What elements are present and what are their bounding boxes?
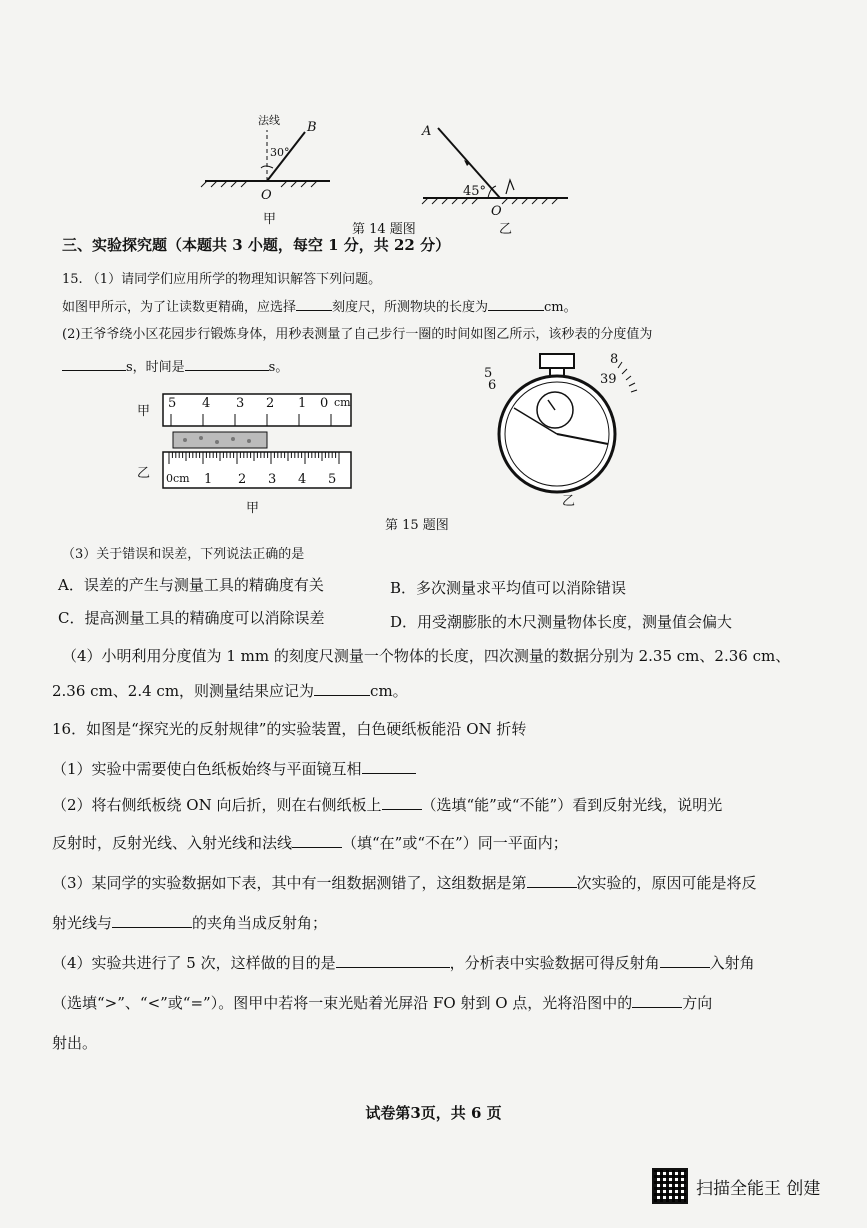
q15-line2-text-a: 如图甲所示，为了让读数更精确，应选择 (62, 300, 297, 315)
q16-part2-text-d: （填“在”或“不在”）同一平面内； (342, 834, 568, 852)
scanner-watermark-text: 扫描全能王 创建 (696, 1178, 821, 1199)
ruler-top-number: 3 (236, 396, 245, 411)
ruler-bottom-number: 3 (268, 472, 277, 487)
qr-code-icon (652, 1168, 688, 1204)
q15-line2 (62, 296, 577, 315)
q16-part3-blank-1[interactable] (527, 873, 577, 888)
ruler-top-unit: cm (334, 396, 351, 409)
q16-part4-line2 (52, 992, 712, 1013)
q16-part1-text: （1）实验中需要使白色纸板始终与平面镜互相 (52, 760, 362, 778)
fig14-yi-point-o: O (491, 204, 502, 219)
q15-part4-text-a: 2.36 cm、2.4 cm，则测量结果应记为 (52, 682, 315, 700)
q15-length-blank[interactable] (488, 296, 544, 311)
q16-part4-text-c: 入射角 (709, 954, 755, 972)
q16-part3-line1 (52, 872, 757, 893)
q16-part3-text-d: 的夹角当成反射角； (192, 914, 328, 932)
q16-part1 (52, 758, 416, 779)
ruler-bottom-unit: 0cm (166, 472, 190, 485)
page-footer: 试卷第3页，共 6 页 (365, 1104, 502, 1122)
q16-part2-text-a: （2）将右侧纸板绕 ON 向后折，则在右侧纸板上 (52, 796, 382, 814)
watch-scale-number: 8 (610, 352, 619, 367)
q15-line1: 15. （1）请同学们应用所学的物理知识解答下列问题。 (62, 272, 382, 287)
watch-scale-number: 5 (484, 366, 493, 381)
figure-15-caption: 第 15 题图 (385, 518, 449, 533)
q16-part4-text-b: ，分析表中实验数据可得反射角 (449, 954, 660, 972)
ruler-top-number: 0 (320, 396, 329, 411)
q15-option-a[interactable]: A．误差的产生与测量工具的精确度有关 (58, 576, 324, 594)
q15-part4-line1: （4）小明利用分度值为 1 mm 的刻度尺测量一个物体的长度，四次测量的数据分别为 2.35 cm、2.36 cm、 (62, 647, 791, 665)
ruler-top-number: 1 (298, 396, 307, 411)
ruler-bottom-number: 4 (298, 472, 307, 487)
q16-part4-line3: 射出。 (52, 1034, 98, 1052)
q15-part4-line2 (52, 680, 408, 701)
fig14-yi-angle: 45° (463, 184, 487, 199)
q16-part2-text-b: （选填“能”或“不能”）看到反射光线，说明光 (421, 796, 723, 814)
watch-scale-number: 6 (488, 378, 497, 393)
q15-part3: （3）关于错误和误差，下列说法正确的是 (62, 547, 305, 562)
q16-part4-blank-3[interactable] (632, 993, 682, 1008)
q16-part4-text-d: （选填“>”、“<”或“=”）。图甲中若将一束光贴着光屏沿 FO 射到 O 点，光将沿图中的 (52, 994, 633, 1012)
q16-part3-text-c: 射光线与 (52, 914, 113, 932)
fig14-jia-angle: 30° (270, 146, 290, 159)
q16-part2-text-c: 反射时，反射光线、入射光线和法线 (52, 834, 293, 852)
q15-part4-text-b: cm。 (370, 682, 408, 700)
q16-part2-line2 (52, 832, 568, 853)
q15-line2-text-b: 刻度尺，所测物块的长度为 (332, 300, 489, 315)
q16-part3-text-b: 次实验的，原因可能是将反 (576, 874, 757, 892)
q15-option-c[interactable]: C．提高测量工具的精确度可以消除误差 (58, 609, 325, 627)
scanner-watermark (652, 1168, 820, 1204)
fig14-jia-point-b: B (307, 120, 317, 135)
q16-part3-blank-2[interactable] (112, 913, 192, 928)
watch-scale-number: 39 (600, 372, 617, 387)
ruler-top-number: 2 (266, 396, 275, 411)
ruler-figure-caption: 甲 (246, 501, 260, 516)
fig14-jia-point-o: O (261, 188, 272, 203)
q16-part1-blank[interactable] (362, 759, 416, 774)
q16-part4-text-a: （4）实验共进行了 5 次，这样做的目的是 (52, 954, 336, 972)
ruler-top-number: 4 (202, 396, 211, 411)
q15-line4-text-a: s，时间是 (126, 360, 185, 375)
q16-part2-line1 (52, 794, 722, 815)
q15-division-blank[interactable] (62, 356, 126, 371)
q16-part3-line2 (52, 912, 327, 933)
q15-line3: (2)王爷爷绕小区花园步行锻炼身体，用秒表测量了自己步行一圈的时间如图乙所示，该秒表的分度值为 (62, 327, 653, 342)
q16-part4-blank-2[interactable] (660, 953, 710, 968)
q16-part2-blank-1[interactable] (382, 795, 422, 810)
figure-15-stopwatch (480, 348, 650, 498)
q16-part4-line1 (52, 952, 755, 973)
fig14-yi-caption: 乙 (499, 222, 513, 237)
watch-figure-caption: 乙 (562, 494, 576, 509)
fig14-jia-caption: 甲 (263, 212, 277, 227)
fig14-jia-normal-label: 法线 (258, 114, 280, 127)
section-3-title: 三、实验探究题（本题共 3 小题，每空 1 分，共 22 分） (62, 236, 451, 254)
q15-option-b[interactable]: B．多次测量求平均值可以消除错误 (390, 579, 627, 597)
figure-14-yi (418, 118, 578, 213)
q15-line4 (62, 356, 288, 375)
q15-option-d[interactable]: D．用受潮膨胀的木尺测量物体长度，测量值会偏大 (390, 613, 733, 631)
ruler-top-label: 甲 (137, 404, 151, 419)
q16-part3-text-a: （3）某同学的实验数据如下表，其中有一组数据测错了，这组数据是第 (52, 874, 527, 892)
q16-intro: 16．如图是“探究光的反射规律”的实验装置，白色硬纸板能沿 ON 折转 (52, 720, 527, 738)
ruler-bottom-number: 2 (238, 472, 247, 487)
q15-line2-text-c: cm。 (544, 300, 577, 315)
ruler-bottom-number: 5 (328, 472, 337, 487)
fig14-yi-point-a: A (422, 124, 432, 139)
q15-ruler-choice-blank[interactable] (296, 296, 332, 311)
q15-time-blank[interactable] (185, 356, 269, 371)
q15-result-blank[interactable] (314, 681, 370, 696)
ruler-top-number: 5 (168, 396, 177, 411)
q16-part4-blank-1[interactable] (336, 953, 450, 968)
ruler-bottom-label: 乙 (137, 466, 151, 481)
q16-part4-text-e: 方向 (682, 994, 713, 1012)
fig14-caption: 第 14 题图 (352, 222, 416, 237)
q16-part2-blank-2[interactable] (292, 833, 342, 848)
ruler-bottom-number: 1 (204, 472, 213, 487)
q15-line4-text-b: s。 (268, 360, 289, 375)
